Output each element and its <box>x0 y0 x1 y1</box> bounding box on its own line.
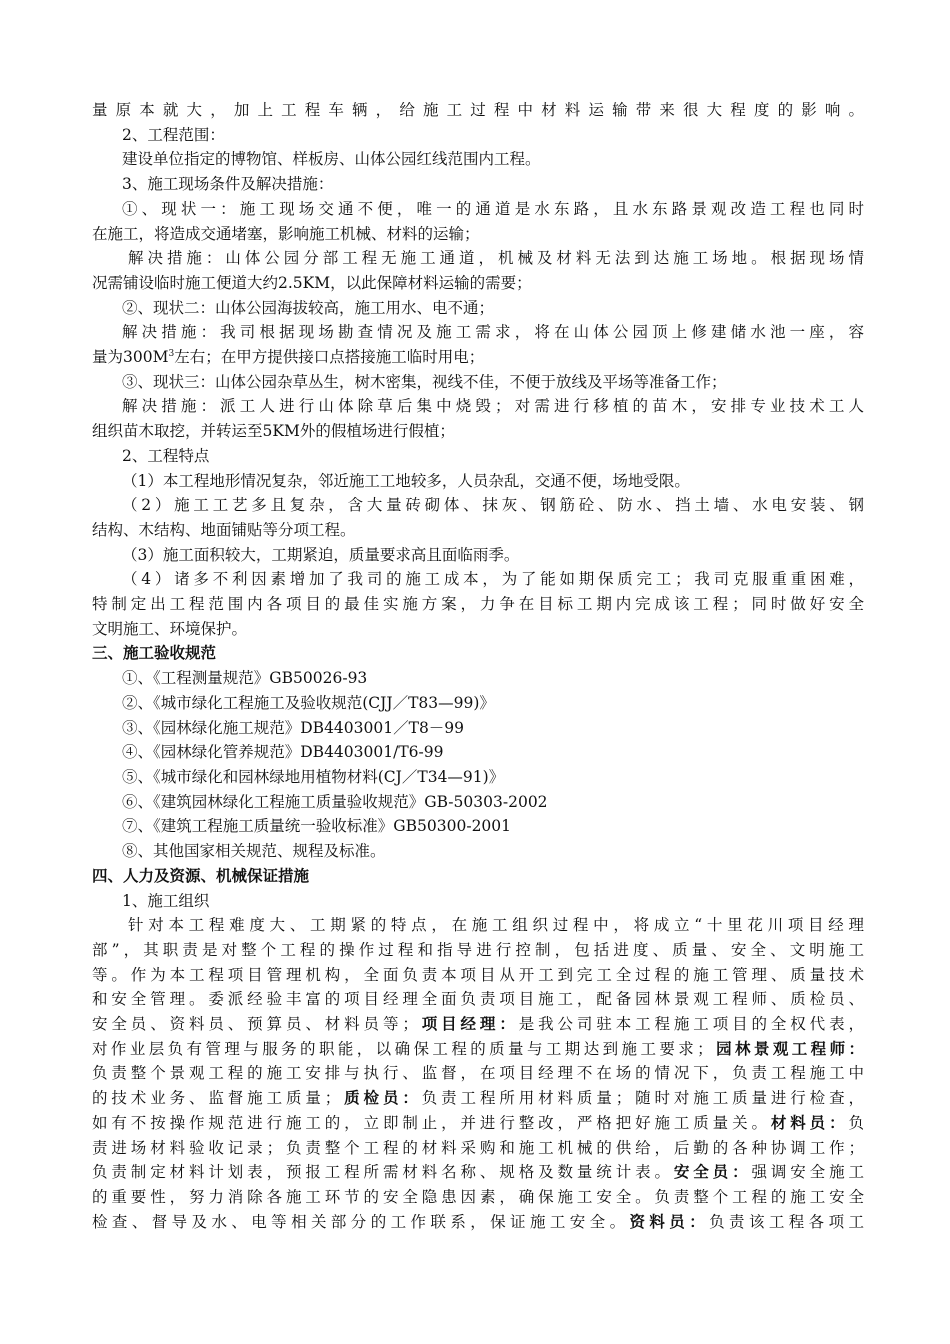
text-line: 解决措施：派工人进行山体除草后集中烧毁；对需进行移植的苗木，安排专业技术工人 <box>122 397 864 416</box>
list-item: ④、《园林绿化管养规范》DB4403001/T6-99 <box>122 743 444 762</box>
text-line: 建设单位指定的博物馆、样板房、山体公园红线范围内工程。 <box>122 150 541 169</box>
role-label: 材料员： <box>770 1112 849 1132</box>
text-line: 等。作为本工程项目管理机构，全面负责本项目从开工到完工全过程的施工管理、质量技术 <box>92 965 864 984</box>
role-label: 园林景观工程师： <box>712 1038 864 1058</box>
text-line: ②、现状二：山体公园海拔较高，施工用水、电不通； <box>122 298 495 317</box>
text-segment: 负责该工程各项工 <box>709 1212 864 1231</box>
role-label: 质检员： <box>340 1088 422 1108</box>
text-line <box>92 345 864 370</box>
list-item: ⑦、《建筑工程施工质量统一验收标准》GB50300-2001 <box>122 817 512 836</box>
text-segment: 对作业层负有管理与服务的职能，以确保工程的质量与工期达到施工要求； <box>92 1039 713 1058</box>
text-line <box>92 1210 864 1235</box>
text-line: 责进场材料验收记录；负责整个工程的材料采购和施工机械的供给，后勤的各种协调工作； <box>92 1138 864 1157</box>
list-item: ⑧、其他国家相关规范、规程及标准。 <box>122 842 386 861</box>
role-label: 项目经理： <box>417 1014 519 1034</box>
role-label: 安全员： <box>673 1162 752 1182</box>
text-line <box>92 1037 864 1062</box>
text-line <box>92 1086 864 1111</box>
text-segment: 的技术业务、监督施工质量； <box>92 1089 341 1108</box>
text-line: （4）诸多不利因素增加了我司的施工成本，为了能如期保质完工；我司克服重重困难， <box>122 570 864 589</box>
role-label: 资料员： <box>629 1211 710 1231</box>
text-line: 的重要性，努力消除各施工环节的安全隐患因素，确保施工安全。负责整个工程的施工安全 <box>92 1187 864 1206</box>
list-item: ③、《园林绿化施工规范》DB4403001／T8－99 <box>122 718 465 737</box>
text-line <box>92 1160 864 1185</box>
text-line: （2）施工工艺多且复杂，含大量砖砌体、抹灰、钢筋砼、防水、挡土墙、水电安装、钢 <box>122 496 864 515</box>
text-segment: 负责制定材料计划表，预报工程所需材料名称、规格及数量统计表。 <box>92 1163 674 1182</box>
text-line: 在施工，将造成交通堵塞，影响施工机械、材料的运输； <box>92 224 480 243</box>
text-segment: 量为300M <box>92 348 169 367</box>
chapter-heading: 三、施工验收规范 <box>92 643 217 663</box>
list-item: ⑤、《城市绿化和园林绿地用植物材料(CJ／T34—91)》 <box>122 767 505 786</box>
text-line: 解决措施：我司根据现场勘查情况及施工需求，将在山体公园顶上修建储水池一座，容 <box>122 323 864 342</box>
section-heading: 2、工程范围： <box>122 125 225 144</box>
section-heading: 2、工程特点 <box>122 446 210 465</box>
text-line: 部”，其职责是对整个工程的操作过程和指导进行控制，包括进度、质量、安全、文明施工 <box>92 940 864 959</box>
text-line: 况需铺设临时施工便道大约2.5KM，以此保障材料运输的需要； <box>92 273 532 292</box>
chapter-heading: 四、人力及资源、机械保证措施 <box>92 865 310 885</box>
superscript: 3 <box>168 348 175 359</box>
text-segment: 强调安全施工 <box>751 1163 864 1182</box>
text-segment: 是我公司驻本工程施工项目的全权代表， <box>518 1015 864 1034</box>
list-item: ⑥、《建筑园林绿化工程施工质量验收规范》GB-50303-2002 <box>122 792 548 811</box>
text-line: 针对本工程难度大、工期紧的特点，在施工组织过程中，将成立“十里花川项目经理 <box>128 916 864 935</box>
section-heading: 1、施工组织 <box>122 891 210 910</box>
text-line: 解决措施：山体公园分部工程无施工通道，机械及材料无法到达施工场地。根据现场情 <box>128 249 864 268</box>
section-heading: 3、施工现场条件及解决措施： <box>122 175 334 194</box>
text-segment: 负责工程所用材料质量；随时对施工质量进行检查， <box>421 1089 864 1108</box>
list-item: ②、《城市绿化工程施工及验收规范(CJJ／T83—99)》 <box>122 693 495 712</box>
text-line: ①、现状一：施工现场交通不便，唯一的通道是水东路，且水东路景观改造工程也同时 <box>122 199 864 218</box>
text-line <box>92 1111 864 1136</box>
text-line: （1）本工程地形情况复杂，邻近施工工地较多，人员杂乱，交通不便，场地受限。 <box>122 471 690 490</box>
text-line: 组织苗木取挖，并转运至5KM外的假植场进行假植； <box>92 422 455 441</box>
text-line: 特制定出工程范围内各项目的最佳实施方案，力争在目标工期内完成该工程；同时做好安全 <box>92 595 864 614</box>
text-segment: 检查、督导及水、电等相关部分的工作联系，保证施工安全。 <box>92 1212 630 1231</box>
document-page <box>92 98 864 1234</box>
text-line: （3）施工面积较大，工期紧迫，质量要求高且面临雨季。 <box>122 545 520 564</box>
text-line: 量原本就大，加上工程车辆，给施工过程中材料运输带来很大程度的影响。 <box>92 101 864 119</box>
text-line: 文明施工、环境保护。 <box>92 619 248 638</box>
text-line: 负责整个景观工程的施工安排与执行、监督，在项目经理不在场的情况下，负责工程施工中 <box>92 1064 864 1083</box>
text-line: 和安全管理。委派经验丰富的项目经理全面负责项目施工，配备园林景观工程师、质检员、 <box>92 990 864 1009</box>
text-segment: 负 <box>848 1113 864 1132</box>
text-segment: 左右；在甲方提供接口点搭接施工临时用电； <box>174 348 485 367</box>
text-segment: 安全员、资料员、预算员、材料员等； <box>92 1015 418 1034</box>
text-line <box>92 1012 864 1037</box>
text-line: 结构、木结构、地面铺贴等分项工程。 <box>92 520 356 539</box>
text-segment: 如有不按操作规范进行施工的，立即制止，并进行整改，严格把好施工质量关。 <box>92 1113 771 1132</box>
text-line: ③、现状三：山体公园杂草丛生，树木密集，视线不佳，不便于放线及平场等准备工作； <box>122 372 727 391</box>
list-item: ①、《工程测量规范》GB50026-93 <box>122 669 368 688</box>
